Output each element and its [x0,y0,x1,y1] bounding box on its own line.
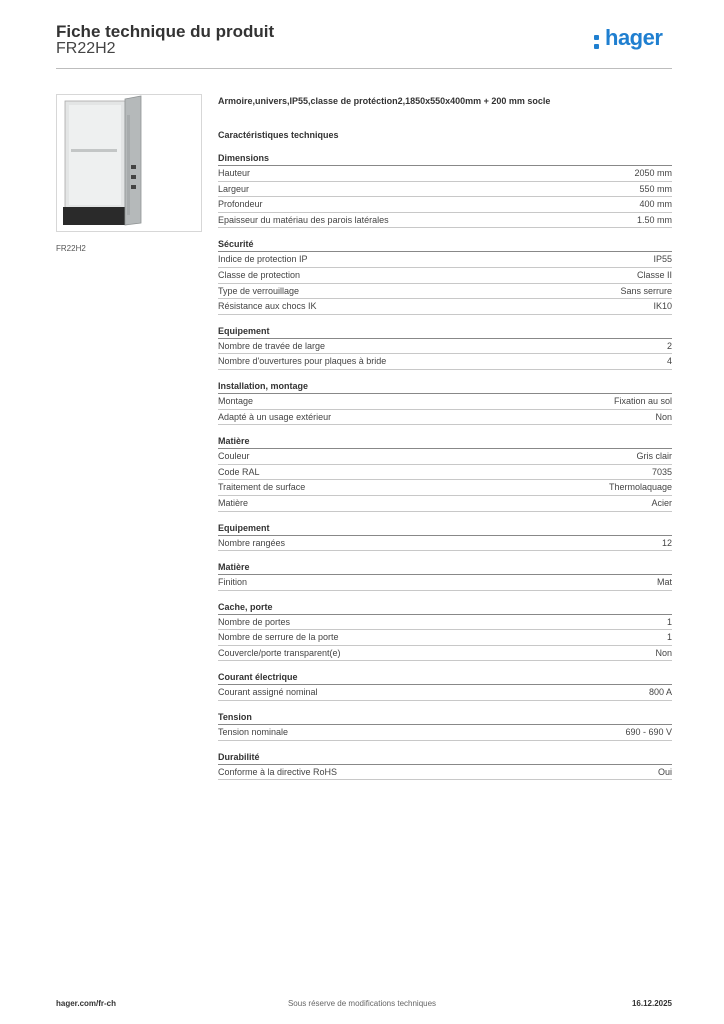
image-caption: FR22H2 [56,244,86,253]
cabinet-illustration [57,95,201,231]
spec-value: 550 mm [639,183,672,194]
spec-section [218,750,672,781]
spec-section [218,710,672,741]
spec-label: Nombre de serrure de la porte [218,632,339,643]
spec-row [218,765,672,781]
spec-row [218,197,672,213]
spec-label: Nombre d'ouvertures pour plaques à bride [218,356,387,367]
spec-label: Profondeur [218,199,263,210]
spec-row [218,410,672,426]
logo-dot [594,35,599,40]
spec-label: Epaisseur du matériau des parois latérales [218,214,389,225]
spec-row [218,685,672,701]
spec-section [218,560,672,591]
spec-label: Couleur [218,451,250,462]
spec-value: 2 [666,340,672,351]
spec-value: 800 A [648,687,672,698]
spec-label: Montage [218,395,254,406]
specifications-table [218,151,672,789]
spec-value: Gris clair [636,451,672,462]
spec-value: 4 [666,356,672,367]
spec-label: Courant assigné nominal [218,687,318,698]
header-divider [56,68,672,69]
section-title: Sécurité [218,237,672,252]
spec-row [218,166,672,182]
section-title: Matière [218,434,672,449]
spec-section [218,434,672,511]
spec-value: IP55 [653,254,672,265]
spec-value: Thermolaquage [608,482,672,493]
tech-characteristics-heading: Caractéristiques techniques [218,130,339,140]
spec-label: Nombre rangées [218,537,286,548]
section-title: Courant électrique [218,670,672,685]
spec-row [218,630,672,646]
spec-value: Fixation au sol [613,395,672,406]
hager-logo [592,26,676,58]
spec-label: Adapté à un usage extérieur [218,411,332,422]
spec-row [218,536,672,552]
spec-label: Classe de protection [218,269,301,280]
spec-row [218,575,672,591]
spec-section [218,237,672,314]
spec-row [218,449,672,465]
spec-label: Hauteur [218,168,251,178]
product-image [56,94,202,232]
spec-row [218,615,672,631]
spec-row [218,480,672,496]
spec-value: Non [655,411,672,422]
spec-label: Tension nominale [218,727,289,738]
section-title: Installation, montage [218,379,672,394]
section-title: Matière [218,560,672,575]
spec-row [218,725,672,741]
spec-value: 1 [666,632,672,643]
spec-row [218,213,672,229]
logo-dot [594,44,599,49]
product-description: Armoire,univers,IP55,classe de protéction2,1850x550x400mm + 200 mm socle [218,96,551,106]
spec-row [218,646,672,662]
spec-value: 400 mm [639,199,672,210]
section-title: Equipement [218,521,672,536]
spec-row [218,299,672,315]
spec-section [218,521,672,552]
section-title: Dimensions [218,151,672,166]
spec-label: Matière [218,497,249,508]
spec-label: Code RAL [218,466,260,477]
spec-section [218,151,672,228]
spec-label: Conforme à la directive RoHS [218,766,338,777]
spec-section [218,600,672,662]
spec-value: Sans serrure [620,285,672,296]
spec-value: Oui [657,766,672,777]
document-title: Fiche technique du produit [56,22,275,41]
spec-value: Classe II [636,269,672,280]
spec-label: Largeur [218,183,250,194]
spec-row [218,339,672,355]
section-title: Equipement [218,324,672,339]
section-title: Tension [218,710,672,725]
spec-label: Couvercle/porte transparent(e) [218,647,341,658]
spec-row [218,252,672,268]
footer-website: hager.com/fr-ch [56,999,117,1008]
spec-value: Mat [656,577,672,588]
spec-section [218,324,672,370]
logo-text: hager [605,25,663,50]
spec-value: 12 [661,537,672,548]
spec-label: Nombre de travée de large [218,340,326,351]
spec-value: 1 [666,616,672,627]
spec-section [218,379,672,425]
spec-value: 7035 [651,466,672,477]
section-title: Cache, porte [218,600,672,615]
spec-row [218,284,672,300]
footer-date: 16.12.2025 [631,999,672,1008]
spec-value: 1.50 mm [636,214,672,225]
section-title: Durabilité [218,750,672,765]
spec-row [218,496,672,512]
spec-section [218,670,672,701]
spec-row [218,394,672,410]
spec-row [218,182,672,198]
spec-label: Finition [218,577,248,588]
spec-value: Non [655,647,672,658]
spec-label: Nombre de portes [218,616,291,627]
spec-value: Acier [651,497,672,508]
spec-value: IK10 [653,301,672,312]
product-reference: FR22H2 [56,40,116,57]
spec-row [218,465,672,481]
spec-label: Type de verrouillage [218,285,300,296]
spec-label: Résistance aux chocs IK [218,301,317,312]
spec-label: Traitement de surface [218,482,306,493]
spec-label: Indice de protection IP [218,254,308,265]
spec-row [218,268,672,284]
spec-value: 2050 mm [634,168,672,178]
footer-notice: Sous réserve de modifications techniques [287,999,437,1008]
spec-value: 690 - 690 V [625,727,672,738]
spec-row [218,354,672,370]
